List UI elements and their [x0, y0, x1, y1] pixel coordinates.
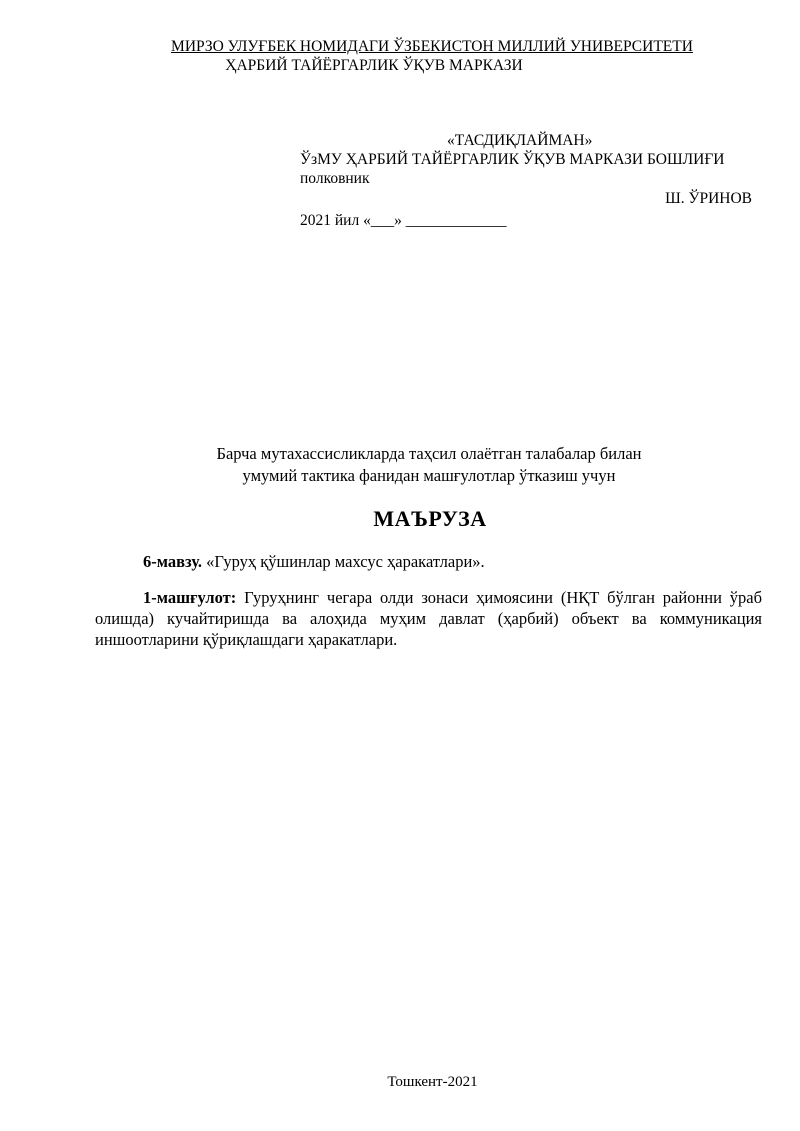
lesson-label: 1-машғулот:	[143, 588, 237, 607]
lesson-text: Гуруҳнинг чегара олди зонаси ҳимоясини (НҚТ бўлган районни ўраб олишда) кучайтиришда ва алоҳида муҳим давлат (ҳарбий) объект ва коммуникация иншоотларини қўриқлашдаги ҳаракатлари.	[95, 588, 762, 649]
footer-city-year: Тошкент-2021	[387, 1074, 478, 1090]
topic-label: 6-мавзу.	[143, 552, 203, 571]
intro-line-1: Барча мутахассисликларда таҳсил олаётган талабалар билан	[216, 444, 642, 463]
topic-text: «Гуруҳ қўшинлар махсус ҳаракатлари».	[202, 552, 485, 571]
topic-line	[143, 551, 485, 572]
document-title: МАЪРУЗА	[373, 506, 487, 531]
approval-rank: полковник	[300, 170, 370, 187]
lesson-paragraph	[95, 587, 762, 650]
approval-name: Ш. ЎРИНОВ	[665, 190, 752, 207]
approval-position: ЎзМУ ҲАРБИЙ ТАЙЁРГАРЛИК ЎҚУВ МАРКАЗИ БОШЛИҒИ	[300, 151, 725, 168]
approval-date-line: 2021 йил «___» _____________	[300, 212, 507, 229]
university-name: МИРЗО УЛУҒБЕК НОМИДАГИ ЎЗБЕКИСТОН МИЛЛИЙ УНИВЕРСИТЕТИ	[171, 38, 693, 55]
intro-line-2: умумий тактика фанидан машғулотлар ўтказиш учун	[242, 466, 616, 485]
center-name: ҲАРБИЙ ТАЙЁРГАРЛИК ЎҚУВ МАРКАЗИ	[225, 57, 523, 74]
approval-heading: «ТАСДИҚЛАЙМАН»	[447, 132, 593, 149]
